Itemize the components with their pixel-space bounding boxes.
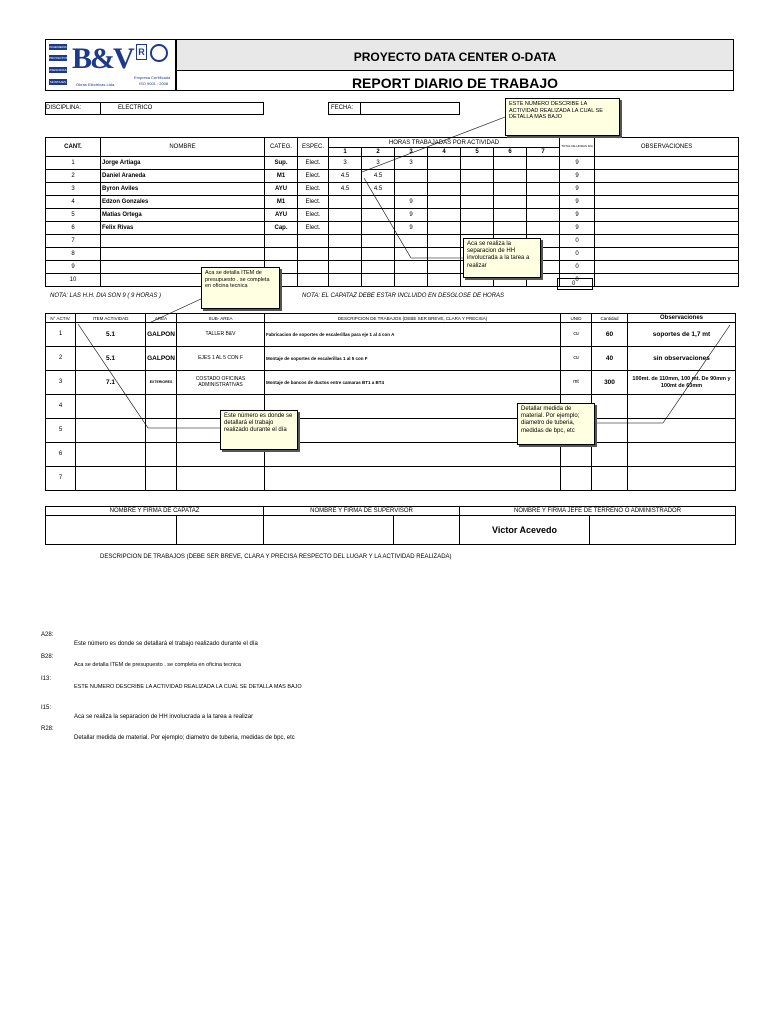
- activity-subarea[interactable]: EJES 1 AL 5 CON F: [177, 347, 265, 371]
- worker-specialty[interactable]: Elect.: [298, 183, 329, 196]
- header-activity-7: 7: [527, 148, 560, 157]
- worker-name[interactable]: Edzon Gonzales: [101, 196, 265, 209]
- worker-specialty[interactable]: Elect.: [298, 222, 329, 235]
- header-subarea: SUB- AREA: [177, 314, 265, 323]
- worker-number[interactable]: 2: [46, 170, 101, 183]
- logo-label-proyectos: PROYECTOS: [49, 56, 68, 60]
- worker-specialty[interactable]: Elect.: [298, 170, 329, 183]
- worker-total-hours: 9: [560, 209, 595, 222]
- worker-number[interactable]: 3: [46, 183, 101, 196]
- header-cant: CANT.: [46, 138, 101, 157]
- activity-quantity[interactable]: 40: [592, 347, 628, 371]
- worker-hours-activity-3[interactable]: 9: [395, 209, 428, 222]
- worker-number[interactable]: 4: [46, 196, 101, 209]
- footnote-ref: R28:: [41, 726, 54, 732]
- worker-hours-activity-2[interactable]: 4.5: [362, 183, 395, 196]
- worker-category[interactable]: M1: [265, 196, 298, 209]
- worker-number[interactable]: 6: [46, 222, 101, 235]
- worker-hours-activity-2[interactable]: 3: [362, 157, 395, 170]
- activity-area[interactable]: EXTERIORES: [146, 371, 177, 395]
- worker-hours-activity-2[interactable]: 4.5: [362, 170, 395, 183]
- activity-number[interactable]: 1: [46, 323, 76, 347]
- footnote-ref: B28:: [41, 654, 54, 660]
- worker-name[interactable]: Daniel Araneda: [101, 170, 265, 183]
- activity-description[interactable]: Fabricacion de soportes de escalerillas para eje 1 al 4 con A: [265, 323, 561, 347]
- header-total: TOTAL DE HORAS DIA: [560, 138, 595, 157]
- note-hh-dia: NOTA: LAS H.H. DIA SON 9 ( 9 HORAS ): [50, 293, 162, 299]
- header-activity-2: 2: [362, 148, 395, 157]
- worker-specialty[interactable]: Elect.: [298, 196, 329, 209]
- certification-seal-icon: R: [136, 44, 147, 60]
- activity-unit[interactable]: cu: [561, 323, 592, 347]
- footnote-ref: A28:: [41, 632, 54, 638]
- worker-total-hours: 9: [560, 157, 595, 170]
- worker-category[interactable]: AYU: [265, 209, 298, 222]
- activity-item[interactable]: 5.1: [76, 347, 146, 371]
- header-activity-6: 6: [494, 148, 527, 157]
- logo-label-asesorias: ASESORIAS: [49, 68, 67, 72]
- footnote-ref: I13:: [41, 676, 52, 682]
- header-cantidad: Cantidad: [592, 314, 628, 323]
- worker-number[interactable]: 5: [46, 209, 101, 222]
- footnote-text: Aca se realiza la separacion de HH involucrada a la tarea a realizar: [74, 714, 254, 720]
- header-categ: CATEG.: [265, 138, 298, 157]
- header-activity-5: 5: [461, 148, 494, 157]
- activity-quantity[interactable]: 300: [592, 371, 628, 395]
- comment-trabajo-detalle[interactable]: Este número es donde se detallará el trabajo realizado durante el día: [220, 410, 298, 450]
- worker-hours-activity-1[interactable]: 4.5: [329, 170, 362, 183]
- worker-number[interactable]: 10: [46, 274, 101, 287]
- sig-jefe-name[interactable]: Victor Acevedo: [460, 516, 590, 545]
- fecha-label: FECHA:: [331, 105, 354, 111]
- worker-category[interactable]: Cap.: [265, 222, 298, 235]
- note-capataz: NOTA: EL CAPATAZ DEBE ESTAR INCLUIDO EN DESGLOSE DE HORAS: [302, 293, 505, 299]
- header-espec: ESPEC.: [298, 138, 329, 157]
- activity-number[interactable]: 2: [46, 347, 76, 371]
- worker-hours-activity-3[interactable]: 9: [395, 196, 428, 209]
- activity-quantity[interactable]: 60: [592, 323, 628, 347]
- worker-number[interactable]: 9: [46, 261, 101, 274]
- activity-description[interactable]: Montaje de bancos de ductos entre camaras BT1 a BT4: [265, 371, 561, 395]
- logo-company-name: Obras Eléctricas Ltda.: [76, 82, 116, 87]
- comment-hh-separation[interactable]: Aca se realiza la separacion de HH involucrada a la tarea a realizar: [463, 238, 541, 278]
- worker-total-hours: 9: [560, 170, 595, 183]
- activity-number[interactable]: 5: [46, 419, 76, 443]
- activity-description[interactable]: Montaje de soportes de escalerillas 1 al 5 con F: [265, 347, 561, 371]
- worker-specialty[interactable]: Elect.: [298, 209, 329, 222]
- project-title: PROYECTO DATA CENTER O-DATA: [353, 50, 557, 64]
- activity-area[interactable]: GALPON: [146, 347, 177, 371]
- footnote-text: Detallar medida de material. Por ejemplo; diametro de tuberia, medidas de bpc, etc: [74, 735, 295, 741]
- worker-total-hours: 0: [560, 235, 595, 248]
- activity-observation[interactable]: sin observaciones: [628, 347, 736, 371]
- worker-total-hours: 0: [560, 274, 595, 287]
- worker-total-hours: 0: [560, 248, 595, 261]
- cert-line-2: ISO 9001 : 2008: [139, 81, 169, 86]
- disciplina-value[interactable]: ELECTRICO: [118, 105, 153, 111]
- report-title: REPORT DIARIO DE TRABAJO: [351, 75, 559, 91]
- worker-total-hours: 9: [560, 183, 595, 196]
- activity-subarea[interactable]: TALLER B&V: [177, 323, 265, 347]
- footnote-text: Aca se detalla ITEM de presupuesto . se completa en oficina tecnica: [74, 662, 241, 668]
- activity-observation[interactable]: soportes de 1,7 mt: [628, 323, 736, 347]
- activity-number[interactable]: 4: [46, 395, 76, 419]
- worker-specialty[interactable]: Elect.: [298, 157, 329, 170]
- worker-name[interactable]: Matias Ortega: [101, 209, 265, 222]
- logo-label-ingenieria: INGENIERIA: [49, 45, 67, 49]
- worker-total-hours: 9: [560, 222, 595, 235]
- comment-item-presupuesto[interactable]: Aca se detalla ITEM de presupuesto . se completa en oficina tecnica: [201, 267, 280, 309]
- logo-label-montajes: MONTAJES: [49, 80, 67, 84]
- disciplina-label: DISCIPLINA:: [46, 105, 82, 111]
- activity-unit[interactable]: mt: [561, 371, 592, 395]
- sig-capataz-label: NOMBRE Y FIRMA DE CAPATAZ: [46, 507, 264, 516]
- header-horas: HORAS TRABAJADAS POR ACTIVIDAD: [329, 138, 560, 148]
- worker-name[interactable]: Felix Rivas: [101, 222, 265, 235]
- header-obs: Observaciones: [628, 314, 736, 323]
- worker-category[interactable]: AYU: [265, 183, 298, 196]
- activity-subarea[interactable]: COSTADO OFICINAS ADMINISTRATIVAS: [177, 371, 265, 395]
- worker-hours-activity-3[interactable]: 3: [395, 157, 428, 170]
- cert-line-1: Empresa Certificada: [134, 75, 171, 80]
- worker-hours-activity-1[interactable]: 3: [329, 157, 362, 170]
- header-unid: UNID: [561, 314, 592, 323]
- activity-observation[interactable]: 100mt. de 110mm, 100 mt. De 90mm y 100mt de 63mm: [628, 371, 736, 395]
- worker-total-hours: 0: [560, 261, 595, 274]
- worker-number[interactable]: 1: [46, 157, 101, 170]
- worker-name[interactable]: Jorge Artiaga: [101, 157, 265, 170]
- header-activity-3: 3: [395, 148, 428, 157]
- worker-category[interactable]: Sup.: [265, 157, 298, 170]
- header-nombre: NOMBRE: [101, 138, 265, 157]
- header-activity-4: 4: [428, 148, 461, 157]
- footnote-text: ESTE NUMERO DESCRIBE LA ACTIVIDAD REALIZADA LA CUAL SE DETALLA MAS BAJO: [74, 684, 302, 690]
- header-area: AREA: [146, 314, 177, 323]
- comment-medida-material[interactable]: Detallar medida de material. Por ejemplo; diametro de tuberia, medidas de bpc, etc: [517, 403, 595, 445]
- activity-item[interactable]: 5.1: [76, 323, 146, 347]
- activity-number[interactable]: 3: [46, 371, 76, 395]
- header-observaciones: OBSERVACIONES: [595, 138, 739, 157]
- worker-number[interactable]: 7: [46, 235, 101, 248]
- comment-activity-number[interactable]: ESTE NUMERO DESCRIBE LA ACTIVIDAD REALIZADA LA CUAL SE DETALLA MAS BAJO: [505, 98, 620, 136]
- sig-jefe-label: NOMBRE Y FIRMA JEFE DE TERRENO O ADMINISTRADOR: [460, 507, 736, 516]
- worker-hours-activity-3[interactable]: 9: [395, 222, 428, 235]
- header-activity-1: 1: [329, 148, 362, 157]
- sig-supervisor-label: NOMBRE Y FIRMA DE SUPERVISOR: [264, 507, 460, 516]
- activity-area[interactable]: GALPON: [146, 323, 177, 347]
- activity-number[interactable]: 7: [46, 467, 76, 491]
- activity-number[interactable]: 6: [46, 443, 76, 467]
- description-caption: DESCRIPCION DE TRABAJOS (DEBE SER BREVE, CLARA Y PRECISA RESPECTO DEL LUGAR Y LA ACTIVIDAD REALIZADA): [100, 554, 452, 560]
- company-logo: B&V: [72, 42, 133, 75]
- worker-total-hours: 9: [560, 196, 595, 209]
- activity-unit[interactable]: cu: [561, 347, 592, 371]
- footnote-ref: I15:: [41, 705, 52, 711]
- footnote-text: Este número es donde se detallará el trabajo realizado durante el día: [74, 641, 258, 647]
- worker-name[interactable]: Byron Aviles: [101, 183, 265, 196]
- header-item: ITEM ACTIVIDAD: [76, 314, 146, 323]
- worker-category[interactable]: M1: [265, 170, 298, 183]
- worker-number[interactable]: 8: [46, 248, 101, 261]
- worker-hours-activity-1[interactable]: 4.5: [329, 183, 362, 196]
- extra-total: 0: [572, 281, 576, 287]
- header-desc: DESCRIPCION DE TRABAJOS (DEBE SER BREVE, CLARA Y PRECISA): [265, 314, 561, 323]
- activity-item[interactable]: 7.1: [76, 371, 146, 395]
- header-n-activ: N° ACTIV.: [46, 314, 76, 323]
